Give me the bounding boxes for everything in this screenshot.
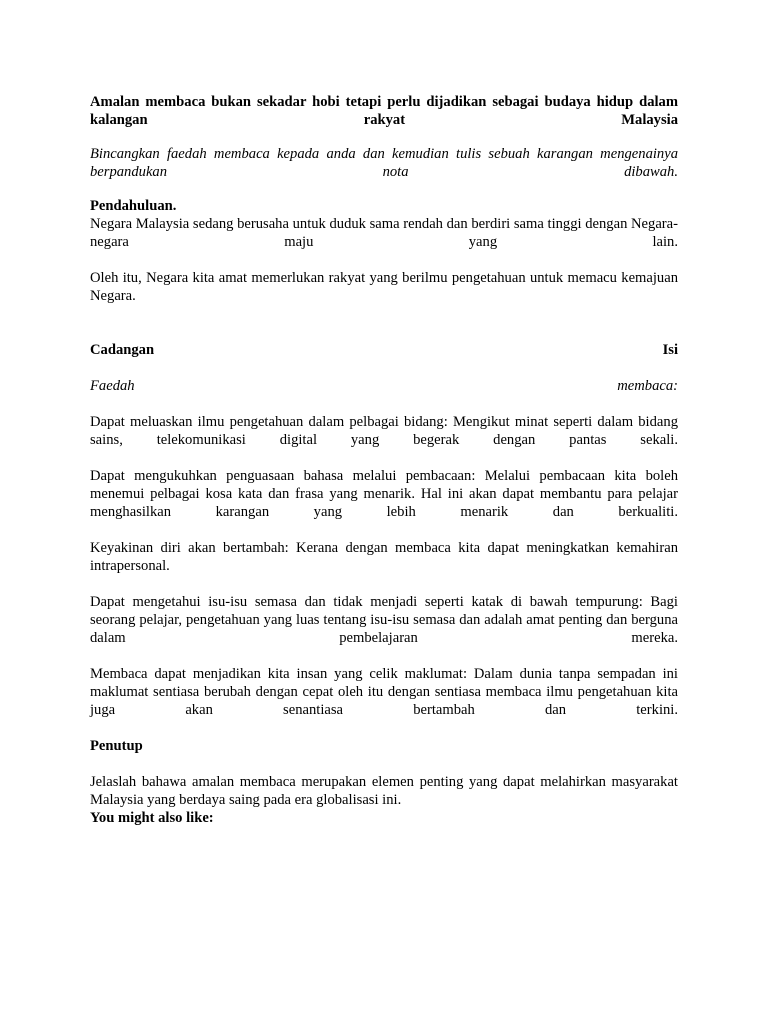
closing-paragraph: Jelaslah bahawa amalan membaca merupakan elemen penting yang dapat melahirkan masyarakat Malaysia yang berdaya saing pada era globalisasi ini. bbox=[90, 774, 678, 808]
intro-paragraph-2: Oleh itu, Negara kita amat memerlukan rakyat yang berilmu pengetahuan untuk memacu kemajuan Negara. bbox=[90, 270, 678, 304]
point-4: Dapat mengetahui isu-isu semasa dan tidak menjadi seperti katak di bawah tempurung: Bagi seorang pelajar, pengetahuan yang luas tentang isu-isu semasa dan adalah amat penting dan berguna dalam pembelajaran mereka. bbox=[90, 594, 678, 646]
point-3: Keyakinan diri akan bertambah: Kerana dengan membaca kita dapat meningkatkan kemahiran intrapersonal. bbox=[90, 540, 678, 574]
document-page bbox=[90, 93, 678, 827]
closing-heading: Penutup bbox=[90, 738, 143, 754]
intro-paragraph-1: Negara Malaysia sedang berusaha untuk duduk sama rendah dan berdiri sama tinggi dengan Negara-negara maju yang lain. bbox=[90, 216, 678, 250]
body-subheading: Faedah membaca: bbox=[90, 378, 678, 394]
point-2: Dapat mengukuhkan penguasaan bahasa melalui pembacaan: Melalui pembacaan kita boleh menemui pelbagai kosa kata dan frasa yang menarik. Hal ini akan dapat membantu para pelajar menghasilkan karangan yang lebih menarik dan berkualiti. bbox=[90, 468, 678, 520]
point-1: Dapat meluaskan ilmu pengetahuan dalam pelbagai bidang: Mengikut minat seperti dalam bidang sains, telekomunikasi digital yang begerak dengan pantas sekali. bbox=[90, 414, 678, 448]
essay-prompt: Bincangkan faedah membaca kepada anda dan kemudian tulis sebuah karangan mengenainya berpandukan nota dibawah. bbox=[90, 146, 678, 180]
body-heading: Cadangan Isi bbox=[90, 342, 678, 358]
essay-title: Amalan membaca bukan sekadar hobi tetapi perlu dijadikan sebagai budaya hidup dalam kalangan rakyat Malaysia bbox=[90, 94, 678, 128]
related-label: You might also like: bbox=[90, 810, 214, 826]
point-5: Membaca dapat menjadikan kita insan yang celik maklumat: Dalam dunia tanpa sempadan ini maklumat sentiasa berubah dengan cepat oleh itu dengan sentiasa membaca ilmu pengetahuan kita juga akan senantiasa bertambah dan terkini. bbox=[90, 666, 678, 718]
intro-heading: Pendahuluan. bbox=[90, 198, 177, 214]
